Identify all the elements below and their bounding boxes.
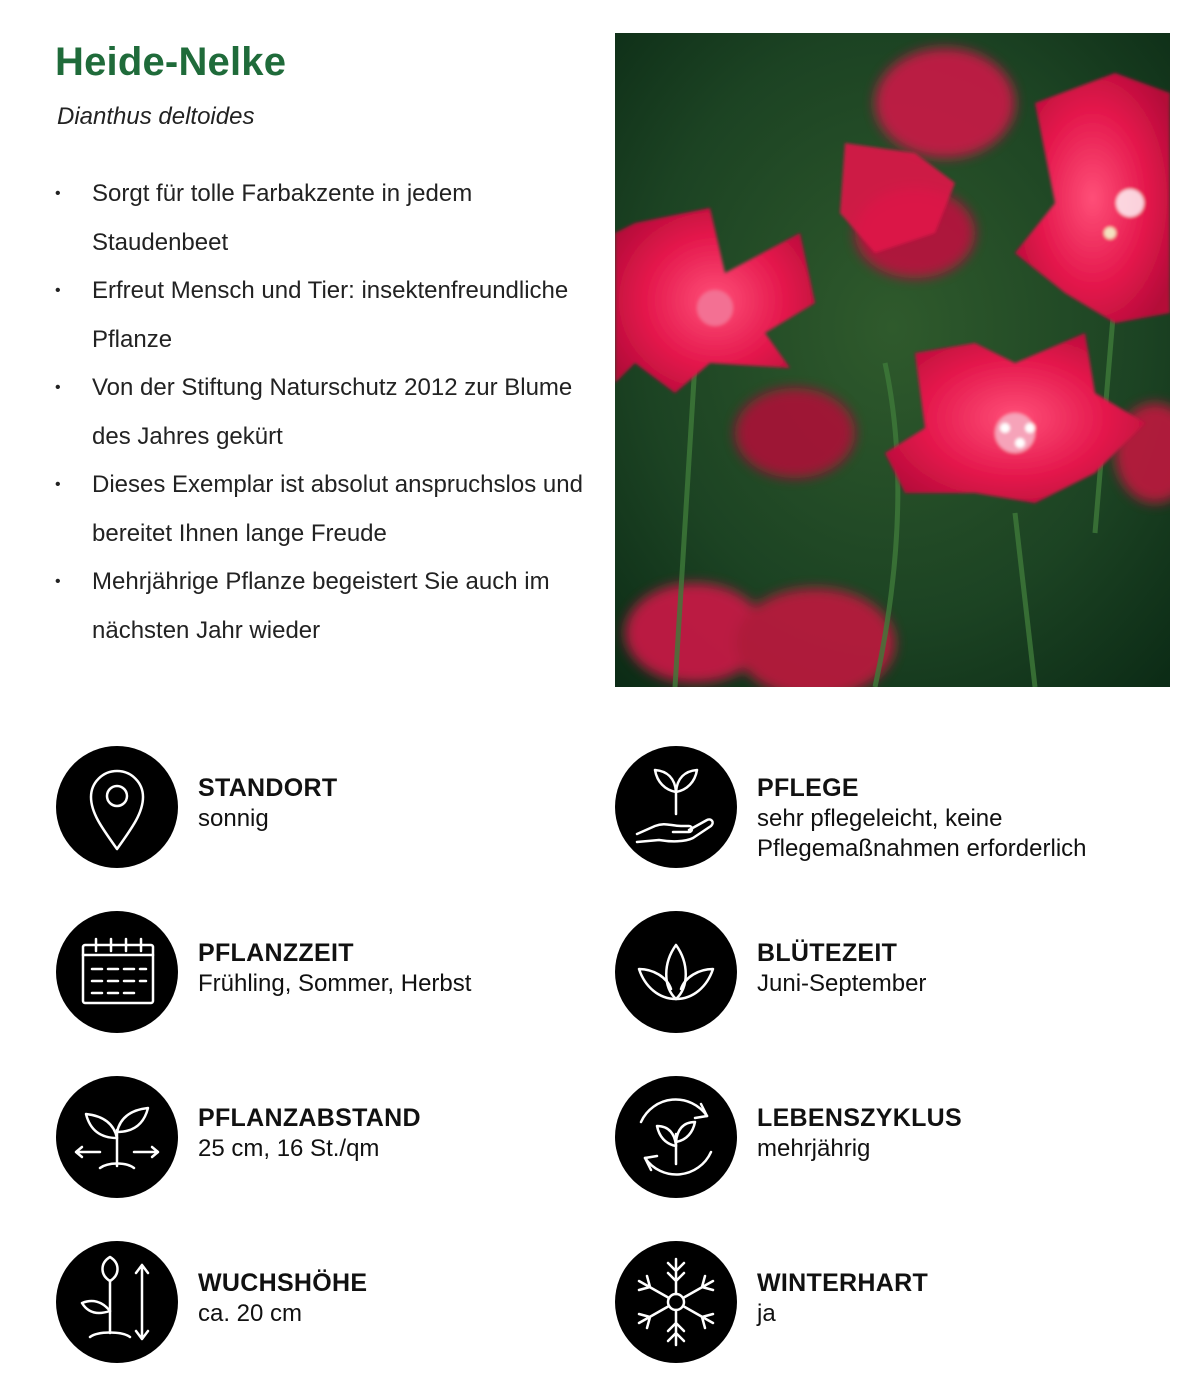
feature-title: LEBENSZYKLUS xyxy=(757,1104,963,1132)
feature-value: ja xyxy=(757,1300,776,1327)
page-title: Heide-Nelke xyxy=(55,40,287,84)
feature-value: ca. 20 cm xyxy=(198,1300,303,1327)
feature-winter-hardy xyxy=(615,1241,1175,1363)
feature-title: PFLEGE xyxy=(757,774,859,802)
list-item-text: Von der Stiftung Naturschutz 2012 zur Blume des Jahres gekürt xyxy=(92,374,573,450)
bullet-icon: • xyxy=(55,282,61,299)
feature-title: BLÜTEZEIT xyxy=(757,939,898,967)
location-pin-icon xyxy=(56,746,178,868)
feature-value: sehr pflegeleicht, keine Pflegemaßnahmen erforderlich xyxy=(757,805,1087,862)
feature-title: STANDORT xyxy=(198,774,338,802)
feature-title: WUCHSHÖHE xyxy=(198,1269,368,1297)
benefits-list xyxy=(55,170,595,655)
feature-value: Frühling, Sommer, Herbst xyxy=(198,970,472,997)
life-cycle-icon xyxy=(615,1076,737,1198)
feature-title: WINTERHART xyxy=(757,1269,929,1297)
list-item xyxy=(55,170,595,267)
feature-life-cycle xyxy=(615,1076,1175,1198)
list-item xyxy=(55,558,595,655)
list-item xyxy=(55,364,595,461)
feature-growth-height xyxy=(56,1241,616,1363)
flower-photo xyxy=(615,33,1170,687)
snowflake-icon xyxy=(615,1241,737,1363)
feature-title: PFLANZZEIT xyxy=(198,939,354,967)
feature-care xyxy=(615,746,1175,868)
bullet-icon: • xyxy=(55,573,61,590)
feature-plant-spacing xyxy=(56,1076,616,1198)
calendar-icon xyxy=(56,911,178,1033)
bullet-icon: • xyxy=(55,476,61,493)
feature-planting-time xyxy=(56,911,616,1033)
plant-spacing-icon xyxy=(56,1076,178,1198)
feature-location xyxy=(56,746,616,868)
bullet-icon: • xyxy=(55,379,61,396)
feature-value: 25 cm, 16 St./qm xyxy=(198,1135,380,1162)
list-item-text: Erfreut Mensch und Tier: insektenfreundliche Pflanze xyxy=(92,277,569,353)
bullet-icon: • xyxy=(55,185,61,202)
lotus-flower-icon xyxy=(615,911,737,1033)
botanical-name: Dianthus deltoides xyxy=(57,103,255,130)
hand-sprout-icon xyxy=(615,746,737,868)
list-item xyxy=(55,461,595,558)
list-item-text: Mehrjährige Pflanze begeistert Sie auch im nächsten Jahr wieder xyxy=(92,568,550,644)
list-item-text: Sorgt für tolle Farbakzente in jedem Staudenbeet xyxy=(92,180,473,256)
feature-value: Juni-September xyxy=(757,970,927,997)
flower-image xyxy=(615,33,1170,687)
feature-value: mehrjährig xyxy=(757,1135,871,1162)
feature-value: sonnig xyxy=(198,805,269,832)
list-item-text: Dieses Exemplar ist absolut anspruchslos und bereitet Ihnen lange Freude xyxy=(92,471,583,547)
feature-bloom-time xyxy=(615,911,1175,1033)
feature-title: PFLANZABSTAND xyxy=(198,1104,421,1132)
list-item xyxy=(55,267,595,364)
plant-height-icon xyxy=(56,1241,178,1363)
